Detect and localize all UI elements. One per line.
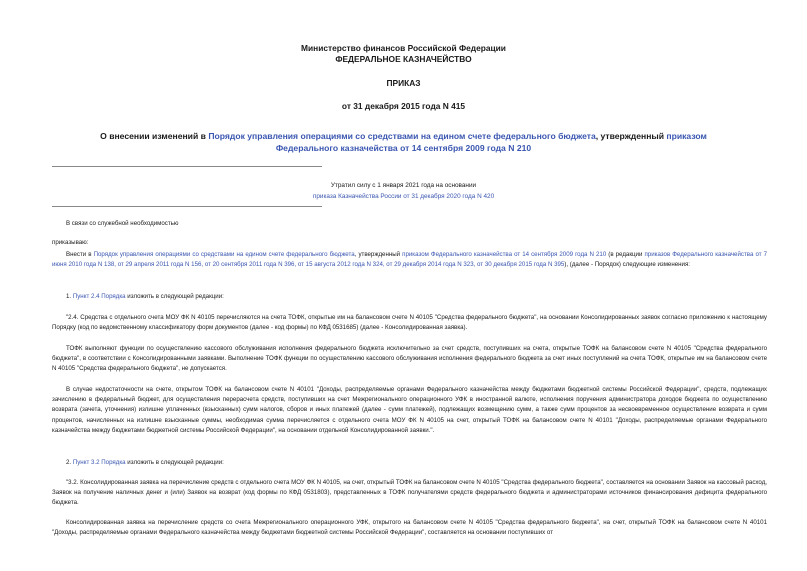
item1-number: 1.	[66, 293, 73, 300]
item-2	[52, 458, 767, 468]
p1-text-a: Внести в	[66, 251, 94, 258]
item2-link-procedure[interactable]: Порядка	[101, 459, 126, 466]
p1-link-procedure[interactable]: Порядок управления операциями со средствами на едином счете федерального бюджета	[93, 251, 355, 258]
document-type: ПРИКАЗ	[386, 78, 421, 88]
document-date: от 31 декабря 2015 года N 415	[341, 101, 466, 111]
quote-tofk-functions: ТОФК выполняют функции по осуществлению кассового обслуживания исполнения федерального бюджета исключительно за счет средств, поступивших на счета, открытые ТОФК на балансовом счете N 40105 "Средства федерального бюджета", в соответствии с Консолидированными заявками. Выполнение ТОФК функции по осуществлению кассового обслуживания исполнения федерального бюджета за счет иных поступлений на счета ТОФК, открытые им на балансовом счете N 40105 "Средства федерального бюджета", не допускается.	[52, 345, 767, 373]
title-prefix: О внесении изменений в	[100, 131, 209, 141]
item2-text: изложить в следующей редакции:	[125, 459, 224, 466]
p1-link-orders[interactable]: приказов Федерального казначейства от 7 июня 2010 года N 138, от 29 апреля 2011 года N 156, от 20 сентября 2011 года N 396, от 15 августа 2012 года N 324, от 29 декабря 2014 года N 323, от 30 декабря 2015 года N 395	[52, 251, 767, 269]
document-title	[70, 130, 737, 154]
title-link-order[interactable]: приказом Федерального казначейства от 14 сентября 2009 года N 210	[275, 131, 707, 153]
p1-text-d: ), (далее - Порядок) следующие изменения:	[564, 261, 690, 269]
title-link-procedure[interactable]: Порядок управления операциями со средствами на едином счете федерального бюджета	[208, 131, 596, 141]
repeal-link[interactable]: приказа Казначейства России от 31 декабря 2020 года N 420	[312, 193, 495, 200]
divider-bottom	[52, 206, 322, 207]
repeal-notice: Утратил силу с 1 января 2021 года на основании	[330, 182, 477, 189]
quote-consolidated: Консолидированная заявка на перечисление средств со счета Межрегионального операционного УФК, открытого на балансовом счете N 40105 "Средства федерального бюджета", на счет, открытый ТОФК на балансовом счете N 40101 "Доходы, распределяемые органами Федерального казначейства между бюджетами бюджетной системы Российской Федерации", составляется на основании поступивших от	[52, 519, 767, 537]
quote-insufficiency: В случае недостаточности на счете, открытом ТОФК на балансовом счете N 40101 "Доходы, распределяемые органами Федерального казначейства между бюджетами бюджетной системы Российской Федерации", средств, подлежащих зачислению в федеральный бюджет, для осуществления перерасчета средств, поступивших на счет Межрегионального операционного УФК в иностранной валюте, исполнения поручения администратора доходов бюджета по осуществлению возврата (зачета, уточнения) излишне уплаченных (взысканных) сумм налогов, сборов и иных платежей (далее - сумм платежей), подлежащих возмещению сумм, а также сумм процентов за несвоевременное осуществление возврата и сумм процентов, начисленных на излишне взысканные суммы, необходимая сумма перечисляется с отдельного счета МОУ ФК N 40105 на счет, открытый ТОФК на балансовом счете N 40101 "Доходы, распределяемые органами Федерального казначейства между бюджетами бюджетной системы Российской Федерации", на основании отдельной Консолидированной заявки.".	[52, 386, 767, 434]
quote-2-4: "2.4. Средства с отдельного счета МОУ ФК N 40105 перечисляются на счета ТОФК, открытые им на балансовом счете N 40105 "Средства федерального бюджета", на основании Консолидированных заявок согласно приложению к настоящему Порядку (код по ведомственному классификатору форм документов (далее - код формы) по КФД 0531685) (далее - Консолидированная заявка).	[52, 314, 767, 332]
item1-link-clause[interactable]: Пункт 2.4	[72, 293, 100, 300]
item-1	[52, 292, 767, 302]
item2-link-clause[interactable]: Пункт 3.2	[72, 459, 100, 466]
p1-link-order[interactable]: приказом Федерального казначейства от 14 сентября 2009 года N 210	[402, 251, 607, 258]
p1-text-b: , утвержденный	[354, 251, 403, 258]
ministry-name: Министерство финансов Российской Федерации	[301, 43, 506, 53]
item2-number: 2.	[66, 459, 73, 466]
item1-link-procedure[interactable]: Порядка	[101, 293, 126, 300]
quote-3-2: "3.2. Консолидированная заявка на перечисление средств с отдельного счета МОУ ФК N 40105, на счет, открытый ТОФК на балансовом счете N 40105 "Средства федерального бюджета", составляется на основании Заявок на кассовый расход, Заявок на получение наличных денег и (или) Заявок на возврат (код формы по КФД 0531803), представленных в ТОФК получателями средств федерального бюджета и администраторами источников финансирования дефицита федерального бюджета.	[52, 479, 767, 507]
paragraph-order: приказываю:	[52, 239, 89, 246]
paragraph-amend	[52, 250, 767, 270]
divider-top	[52, 166, 322, 167]
item1-text: изложить в следующей редакции:	[125, 293, 224, 300]
p1-text-c: (в редакции	[606, 251, 645, 258]
treasury-name: ФЕДЕРАЛЬНОЕ КАЗНАЧЕЙСТВО	[335, 54, 472, 64]
paragraph-service-need: В связи со служебной необходимостью	[66, 220, 179, 227]
title-middle: , утвержденный	[595, 131, 667, 141]
